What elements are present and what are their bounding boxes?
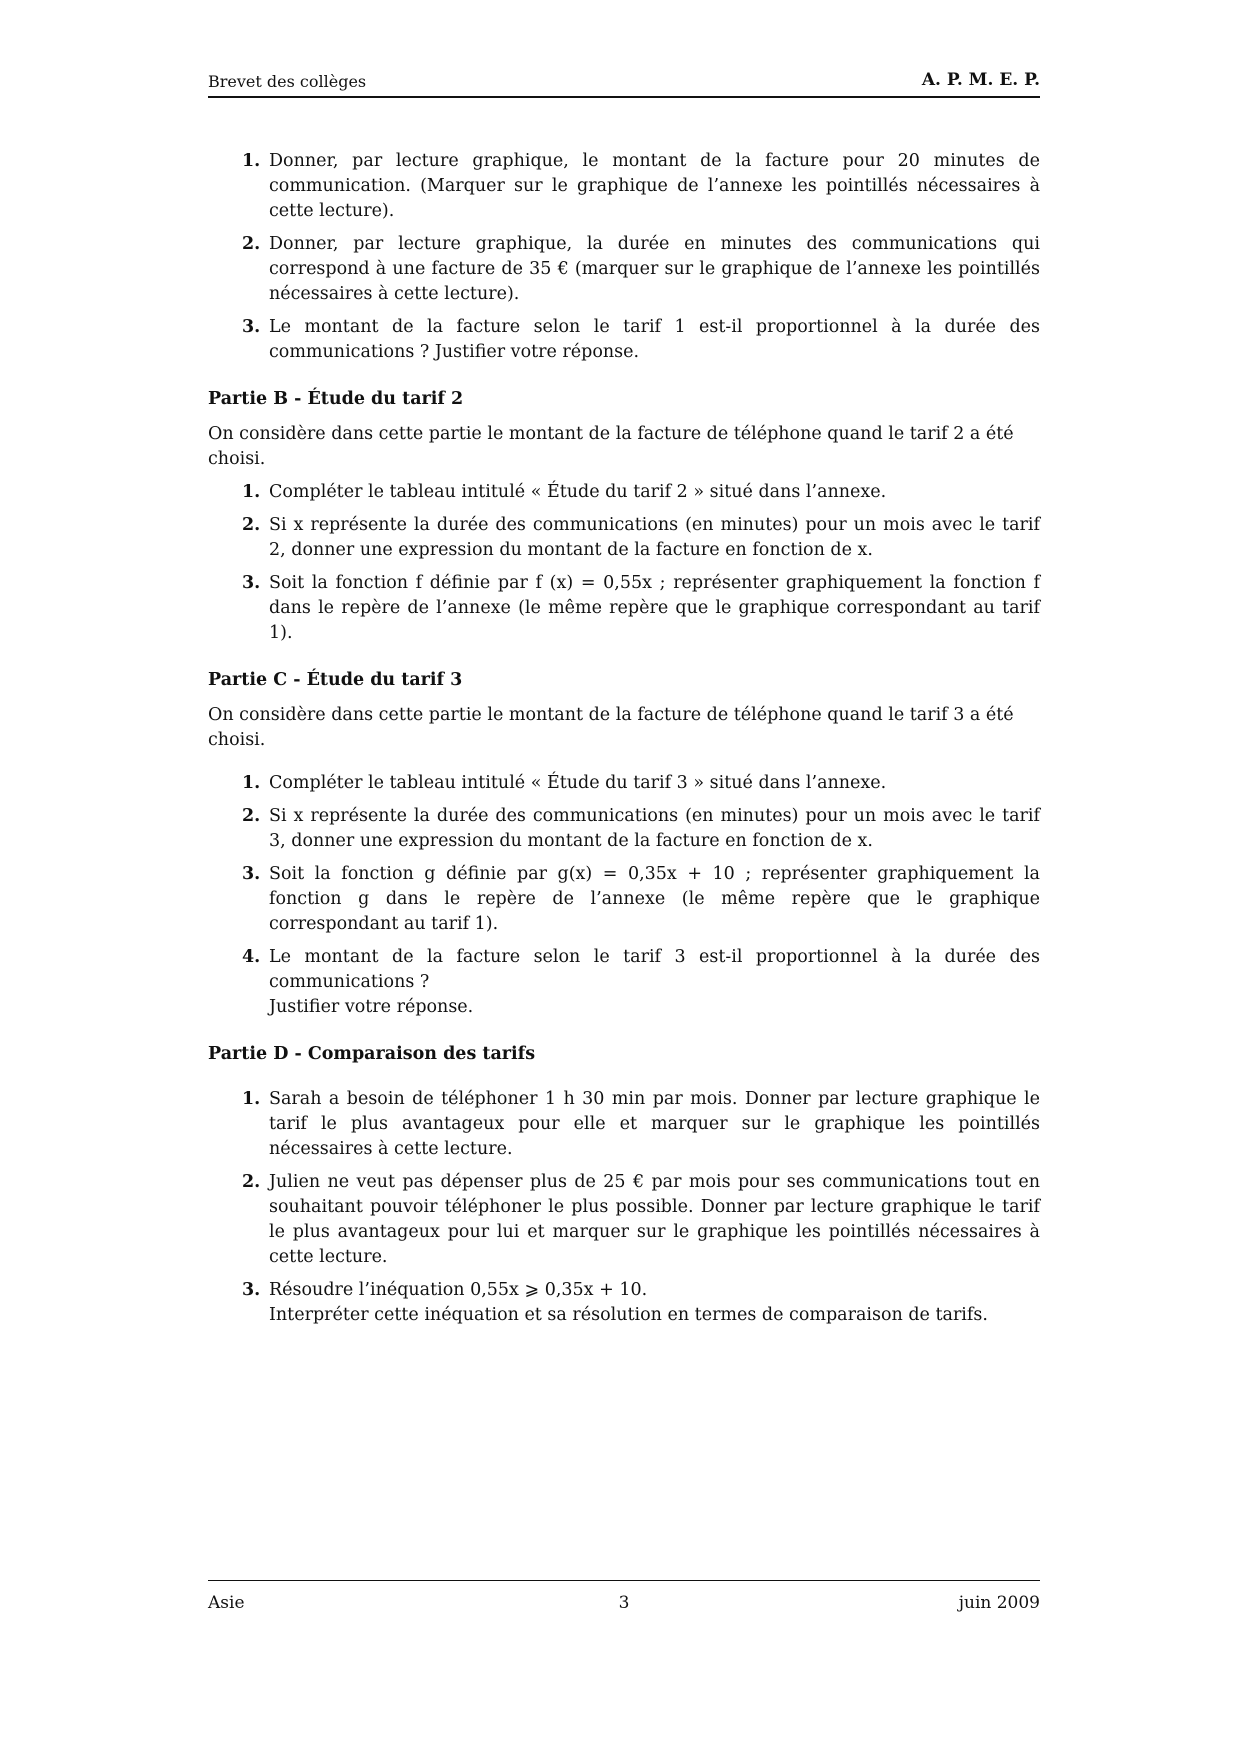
item-text: Résoudre l’inéquation 0,55x ⩾ 0,35x + 10. bbox=[269, 1280, 648, 1300]
list-item bbox=[208, 315, 1040, 365]
page-footer bbox=[208, 1580, 1040, 1613]
item-text: Si x représente la durée des communications (en minutes) pour un mois avec le tarif 3, donner une expression du montant de la facture en fonction de x. bbox=[269, 806, 1040, 851]
item-text: Si x représente la durée des communications (en minutes) pour un mois avec le tarif 2, donner une expression du montant de la facture en fonction de x. bbox=[269, 515, 1040, 560]
item-number: 1. bbox=[242, 773, 261, 793]
item-extra-text: Justifier votre réponse. bbox=[269, 997, 474, 1017]
header-right: A. P. M. E. P. bbox=[921, 70, 1040, 90]
item-number: 2. bbox=[242, 1172, 261, 1192]
item-text: Soit la fonction f définie par f (x) = 0,55x ; représenter graphiquement la fonction f dans le repère de l’annexe (le même repère que le graphique correspondant au tarif 1). bbox=[269, 573, 1040, 643]
list-item bbox=[208, 862, 1040, 937]
list-item bbox=[208, 513, 1040, 563]
list-item bbox=[208, 571, 1040, 646]
list-item bbox=[208, 945, 1040, 1020]
item-text: Donner, par lecture graphique, le montant de la facture pour 20 minutes de communication. (Marquer sur le graphique de l’annexe les pointillés nécessaires à cette lecture). bbox=[269, 151, 1040, 221]
list-item bbox=[208, 1278, 1040, 1328]
item-text: Sarah a besoin de téléphoner 1 h 30 min par mois. Donner par lecture graphique le tarif le plus avantageux pour elle et marquer sur le graphique les pointillés nécessaires à cette lecture. bbox=[269, 1089, 1040, 1159]
item-text: Julien ne veut pas dépenser plus de 25 € par mois pour ses communications tout en souhaitant pouvoir téléphoner le plus possible. Donner par lecture graphique le tarif le plus avantageux pour lui et marquer sur le graphique les pointillés nécessaires à cette lecture. bbox=[269, 1172, 1040, 1267]
item-number: 3. bbox=[242, 1280, 261, 1300]
list-item bbox=[208, 232, 1040, 307]
list-item bbox=[208, 1170, 1040, 1270]
item-number: 2. bbox=[242, 515, 261, 535]
item-number: 3. bbox=[242, 317, 261, 337]
item-text: Compléter le tableau intitulé « Étude du tarif 2 » situé dans l’annexe. bbox=[269, 482, 887, 502]
item-number: 2. bbox=[242, 806, 261, 826]
item-number: 3. bbox=[242, 573, 261, 593]
page-header bbox=[208, 70, 1040, 98]
list-item bbox=[208, 480, 1040, 505]
part-c-title: Partie C - Étude du tarif 3 bbox=[208, 670, 463, 690]
part-c-list bbox=[208, 771, 1040, 1020]
item-number: 1. bbox=[242, 151, 261, 171]
list-item bbox=[208, 771, 1040, 796]
item-text: Compléter le tableau intitulé « Étude du tarif 3 » situé dans l’annexe. bbox=[269, 773, 887, 793]
page-number: 3 bbox=[618, 1593, 630, 1613]
part-d-title: Partie D - Comparaison des tarifs bbox=[208, 1044, 536, 1064]
part-b-title: Partie B - Étude du tarif 2 bbox=[208, 389, 464, 409]
item-number: 1. bbox=[242, 1089, 261, 1109]
part-b-intro: On considère dans cette partie le montant de la facture de téléphone quand le tarif 2 a été choisi. bbox=[208, 424, 1014, 469]
part-c-intro: On considère dans cette partie le montant de la facture de téléphone quand le tarif 3 a été choisi. bbox=[208, 705, 1014, 750]
footer-right: juin 2009 bbox=[958, 1593, 1040, 1613]
list-item bbox=[208, 1087, 1040, 1162]
item-number: 3. bbox=[242, 864, 261, 884]
part-d-list bbox=[208, 1087, 1040, 1328]
item-number: 4. bbox=[242, 947, 261, 967]
header-left: Brevet des collèges bbox=[208, 72, 367, 91]
item-text: Le montant de la facture selon le tarif 1 est-il proportionnel à la durée des communications ? Justifier votre réponse. bbox=[269, 317, 1040, 362]
item-extra-text: Interpréter cette inéquation et sa résolution en termes de comparaison de tarifs. bbox=[269, 1305, 988, 1325]
list-item bbox=[208, 149, 1040, 224]
page-content bbox=[208, 149, 1040, 1336]
item-number: 2. bbox=[242, 234, 261, 254]
item-text: Donner, par lecture graphique, la durée en minutes des communications qui correspond à une facture de 35 € (marquer sur le graphique de l’annexe les pointillés nécessaires à cette lecture). bbox=[269, 234, 1040, 304]
list-item bbox=[208, 804, 1040, 854]
part-a-list bbox=[208, 149, 1040, 365]
item-number: 1. bbox=[242, 482, 261, 502]
item-text: Soit la fonction g définie par g(x) = 0,35x + 10 ; représenter graphiquement la fonction g dans le repère de l’annexe (le même repère que le graphique correspondant au tarif 1). bbox=[269, 864, 1040, 934]
item-text: Le montant de la facture selon le tarif 3 est-il proportionnel à la durée des communications ? bbox=[269, 947, 1040, 992]
footer-left: Asie bbox=[208, 1593, 245, 1613]
part-b-list bbox=[208, 480, 1040, 646]
